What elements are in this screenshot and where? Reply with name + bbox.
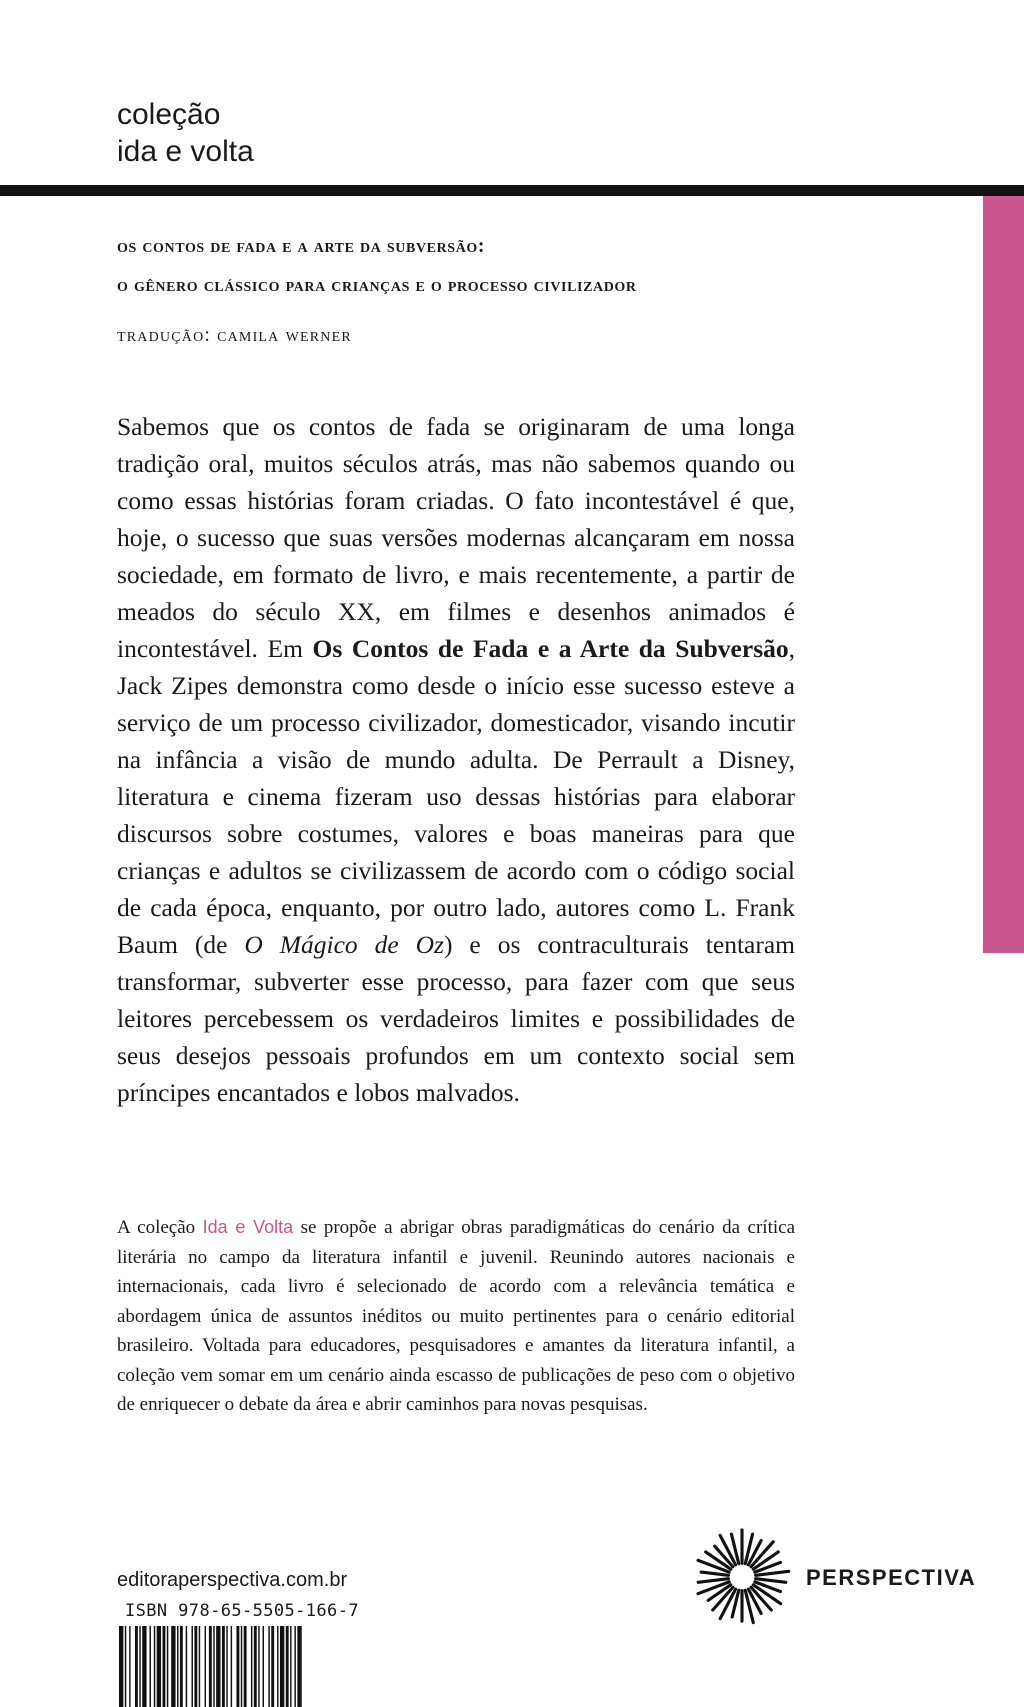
collection-description [117,1213,795,1420]
accent-strip [983,196,1024,953]
book-subtitle-heading: o gênero clássico para crianças e o processo civilizador [117,275,637,296]
description-book-title: Os Contos de Fada e a Arte da Subversão [312,634,789,663]
series-line-2: ida e volta [117,135,254,168]
radiating-lines-logo-icon [693,1528,791,1626]
collection-name: Ida e Volta [202,1217,294,1237]
barcode-icon [117,1626,361,1707]
description-oz-title: O Mágico de Oz [244,930,444,959]
publisher-website: editoraperspectiva.com.br [117,1569,348,1591]
description-part-2: , Jack Zipes demonstra como desde o início esse sucesso esteve a serviço de um processo civilizador, domesticador, visando incutir na infância a visão de mundo adulta. De Perrault a Disney, literatura e cinema fizeram uso dessas histórias para elaborar discursos sobre costumes, valores e boas maneiras para que crianças e adultos se civilizassem de acordo com o código social de cada época, enquanto, por outro lado, autores como L. Frank Baum (de [117,634,795,959]
book-title-heading: os contos de fada e a arte da subversão: [117,236,485,257]
publisher-name: PERSPECTIVA [806,1565,977,1590]
description-part-3: ) e os contraculturais tentaram transformar, subverter esse processo, para fazer com que seus leitores percebessem os verdadeiros limites e possibilidades de seus desejos pessoais profundos em um contexto social sem príncipes encantados e lobos malvados. [117,930,796,1107]
isbn-barcode-block [117,1600,361,1707]
book-description [117,408,795,1111]
translation-credit: tradução: camila werner [117,325,352,346]
collection-body: se propõe a abrigar obras paradigmáticas do cenário da crítica literária no campo da literatura infantil e juvenil. Reunindo autores nacionais e internacionais, cada livro é selecionado de acordo com a relevância temática e abordagem única de assuntos inéditos ou muito pertinentes para o cenário editorial brasileiro. Voltada para educadores, pesquisadores e amantes da literatura infantil, a coleção vem somar em um cenário ainda escasso de publicações de peso com o objetivo de enriquecer o debate da área e abrir caminhos para novas pesquisas. [117,1217,795,1415]
collection-prefix: A coleção [117,1217,203,1238]
description-part-1: Sabemos que os contos de fada se originaram de uma longa tradição oral, muitos séculos atrás, mas não sabemos quando ou como essas histórias foram criadas. O fato incontestável é que, hoje, o sucesso que suas versões modernas alcançaram em nossa sociedade, em formato de livro, e mais recentemente, a partir de meados do século XX, em filmes e desenhos animados é incontestável. Em [117,412,795,663]
top-divider [0,185,1024,196]
series-line-1: coleção [117,98,221,131]
isbn-label: ISBN 978-65-5505-166-7 [125,1601,359,1621]
collection-series-label [117,96,254,170]
